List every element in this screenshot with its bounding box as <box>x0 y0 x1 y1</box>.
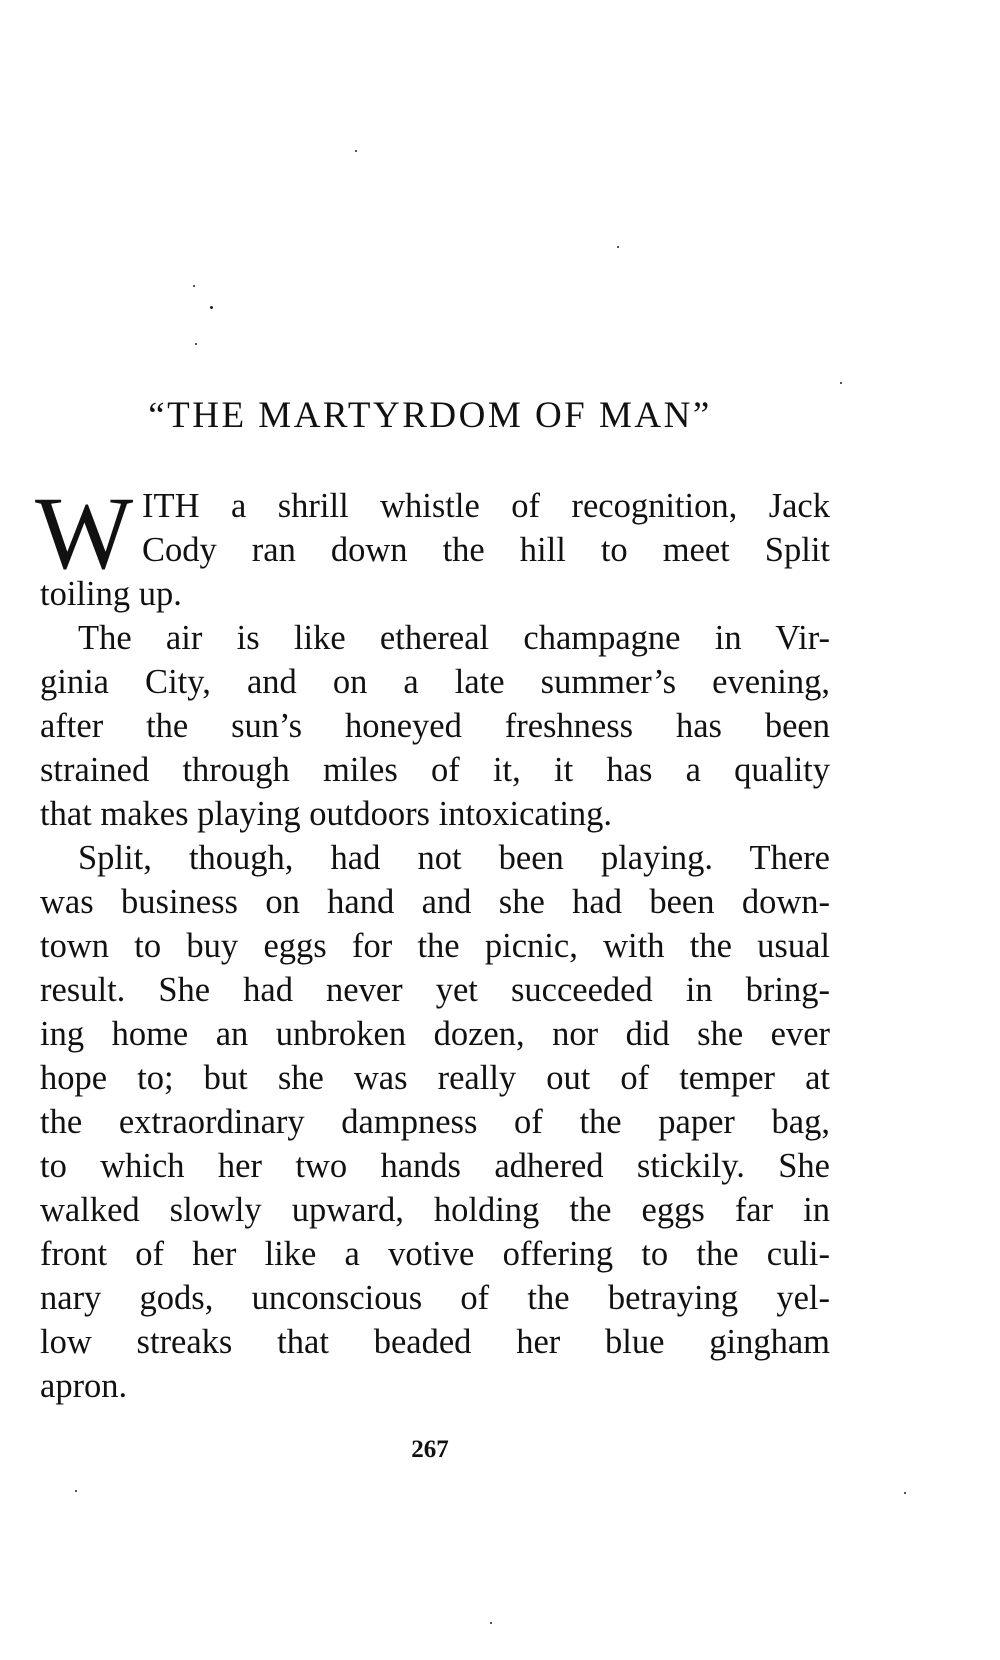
text-line: result. She had never yet succeeded in bring- <box>40 971 830 1009</box>
text-line: front of her like a votive offering to the culi- <box>40 1235 830 1273</box>
page-number: 267 <box>411 1436 449 1463</box>
scan-speck <box>490 1622 492 1624</box>
scan-speck <box>840 382 842 384</box>
scan-speck <box>75 1490 77 1492</box>
text-line: that makes playing outdoors intoxicating. <box>40 795 613 833</box>
text-line: nary gods, unconscious of the betraying yel- <box>40 1279 830 1317</box>
scan-speck <box>195 343 197 345</box>
scan-speck <box>355 150 357 152</box>
text-line: hope to; but she was really out of temper at <box>40 1059 830 1097</box>
text-line: The air is like ethereal champagne in Vir- <box>78 619 830 657</box>
chapter-title: “THE MARTYRDOM OF MAN” <box>148 395 712 436</box>
text-line: Split, though, had not been playing. There <box>78 839 830 877</box>
text-line: the extraordinary dampness of the paper bag, <box>40 1103 830 1141</box>
text-line: low streaks that beaded her blue gingham <box>40 1323 830 1361</box>
text-line: strained through miles of it, it has a quality <box>40 751 830 789</box>
text-line: ginia City, and on a late summer’s evening, <box>40 663 830 701</box>
scan-speck <box>904 1492 906 1494</box>
text-line: Cody ran down the hill to meet Split <box>142 531 830 569</box>
text-line: to which her two hands adhered stickily. She <box>40 1147 830 1185</box>
scan-speck <box>210 306 213 309</box>
scan-speck <box>193 285 195 287</box>
text-line: was business on hand and she had been down- <box>40 883 830 921</box>
text-line: town to buy eggs for the picnic, with the usual <box>40 927 830 965</box>
scan-speck <box>617 246 619 248</box>
text-line: ITH a shrill whistle of recognition, Jack <box>142 487 830 525</box>
text-line: ing home an unbroken dozen, nor did she ever <box>40 1015 830 1053</box>
chapter-text <box>35 476 830 1408</box>
drop-cap: W <box>35 476 134 591</box>
text-line: toiling up. <box>40 575 182 613</box>
text-line: walked slowly upward, holding the eggs far in <box>40 1191 830 1229</box>
text-line: after the sun’s honeyed freshness has been <box>40 707 830 745</box>
text-line: apron. <box>40 1367 128 1405</box>
